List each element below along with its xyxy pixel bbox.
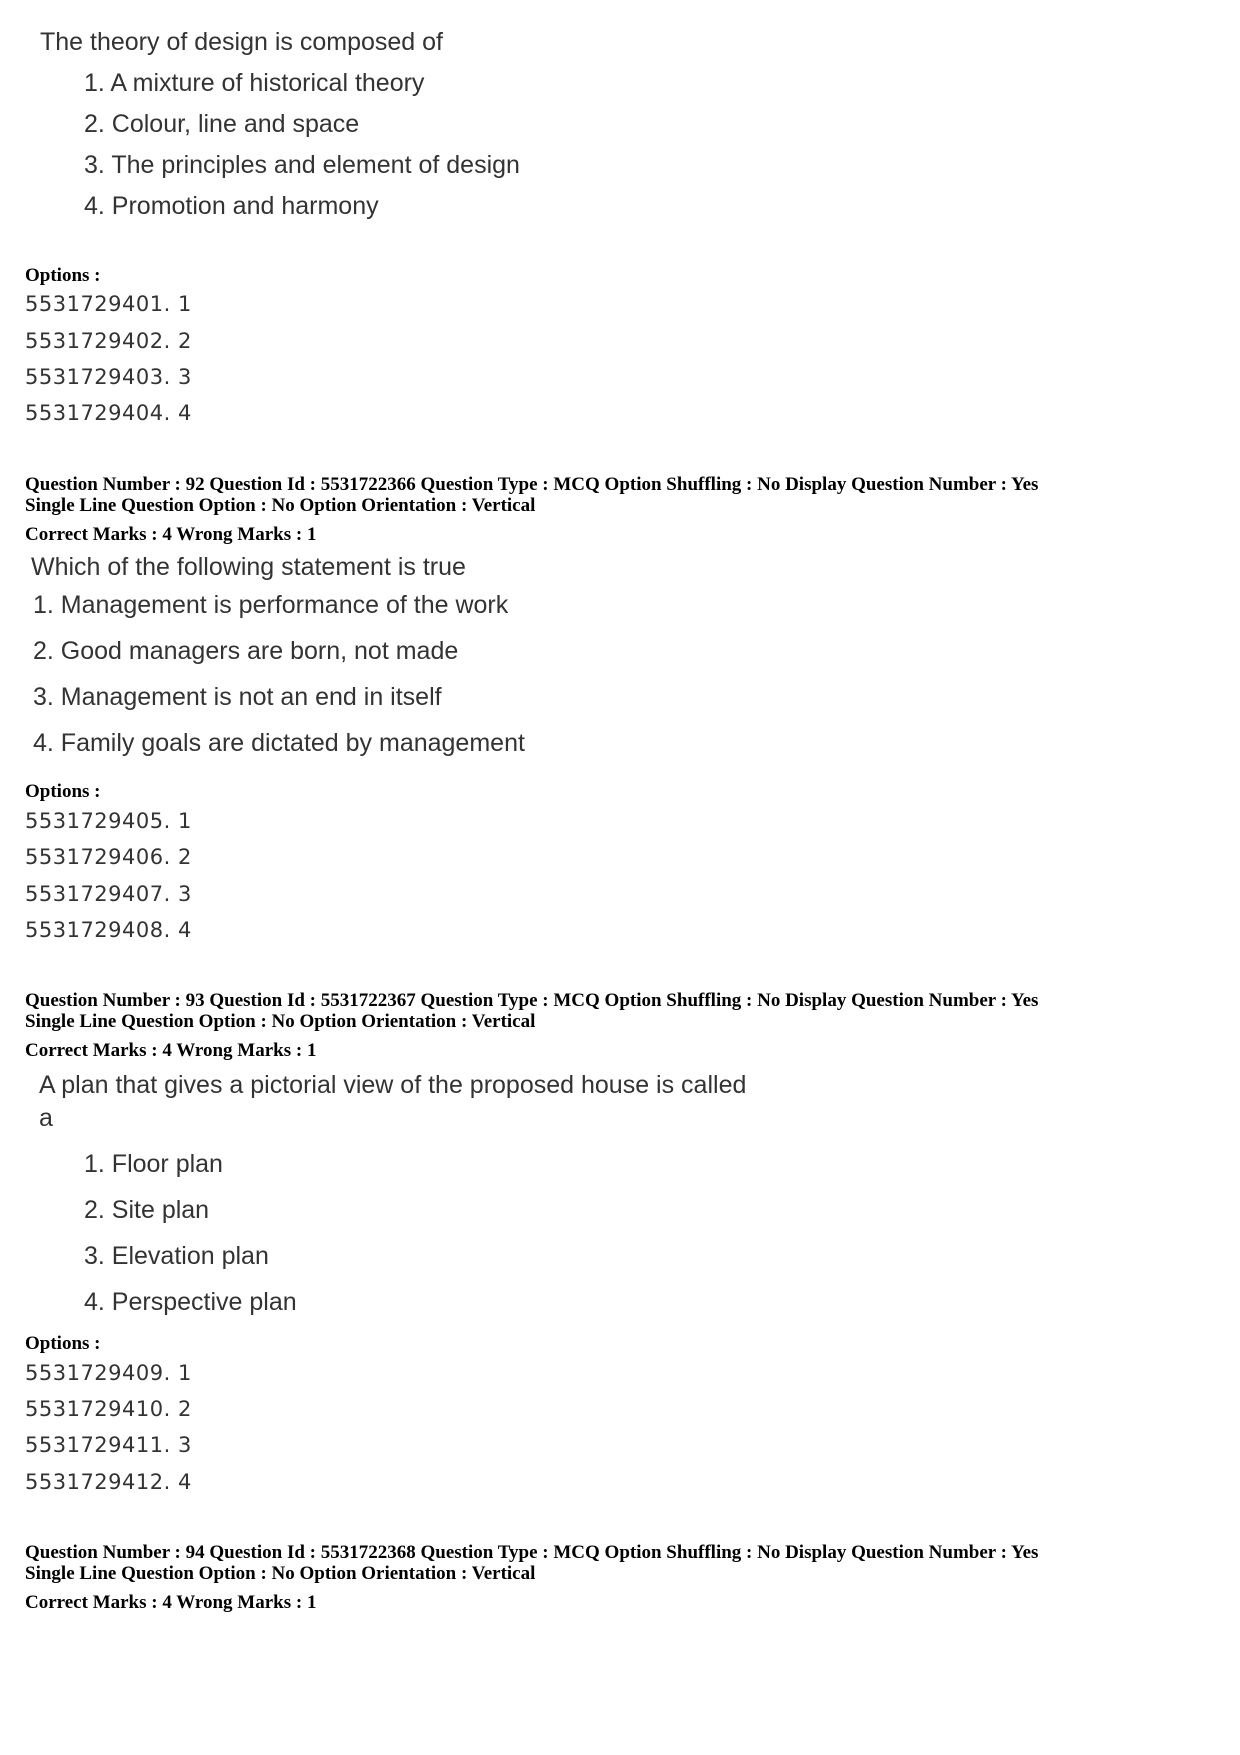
option-id: 5531729412. 4 [25, 1470, 192, 1494]
choice-4: 4. Perspective plan [84, 1288, 297, 1316]
choice-3: 3. Elevation plan [84, 1242, 269, 1270]
question-meta-line: Single Line Question Option : No Option Orientation : Vertical [25, 1563, 536, 1584]
question-meta-line: Single Line Question Option : No Option Orientation : Vertical [25, 495, 536, 516]
question-text: Which of the following statement is true [31, 553, 466, 581]
choice-1: 1. Floor plan [84, 1150, 223, 1178]
choice-4: 4. Promotion and harmony [84, 192, 379, 220]
option-id: 5531729407. 3 [25, 882, 192, 906]
option-id: 5531729401. 1 [25, 292, 192, 316]
choice-1: 1. A mixture of historical theory [84, 69, 425, 97]
option-id: 5531729409. 1 [25, 1361, 192, 1385]
option-id: 5531729403. 3 [25, 365, 192, 389]
choice-2: 2. Colour, line and space [84, 110, 360, 138]
question-text-continued: a [39, 1104, 53, 1132]
options-label: Options : [25, 1333, 101, 1354]
choice-1: 1. Management is performance of the work [33, 591, 509, 619]
option-id: 5531729411. 3 [25, 1433, 192, 1457]
marks-line: Correct Marks : 4 Wrong Marks : 1 [25, 524, 317, 545]
options-label: Options : [25, 265, 101, 286]
option-id: 5531729408. 4 [25, 918, 192, 942]
choice-3: 3. Management is not an end in itself [33, 683, 442, 711]
choice-2: 2. Site plan [84, 1196, 210, 1224]
choice-2: 2. Good managers are born, not made [33, 637, 459, 665]
question-meta-line: Question Number : 94 Question Id : 5531722368 Question Type : MCQ Option Shuffling : No Display Question Number : Yes [25, 1542, 1039, 1563]
option-id: 5531729406. 2 [25, 845, 192, 869]
option-id: 5531729402. 2 [25, 329, 192, 353]
marks-line: Correct Marks : 4 Wrong Marks : 1 [25, 1040, 317, 1061]
option-id: 5531729410. 2 [25, 1397, 192, 1421]
options-label: Options : [25, 781, 101, 802]
question-text: A plan that gives a pictorial view of the proposed house is called [39, 1071, 747, 1099]
question-meta-line: Single Line Question Option : No Option Orientation : Vertical [25, 1011, 536, 1032]
question-text: The theory of design is composed of [40, 28, 444, 56]
choice-3: 3. The principles and element of design [84, 151, 520, 179]
marks-line: Correct Marks : 4 Wrong Marks : 1 [25, 1592, 317, 1613]
option-id: 5531729404. 4 [25, 401, 192, 425]
question-meta-line: Question Number : 93 Question Id : 5531722367 Question Type : MCQ Option Shuffling : No Display Question Number : Yes [25, 990, 1039, 1011]
option-id: 5531729405. 1 [25, 809, 192, 833]
question-meta-line: Question Number : 92 Question Id : 5531722366 Question Type : MCQ Option Shuffling : No Display Question Number : Yes [25, 474, 1039, 495]
choice-4: 4. Family goals are dictated by management [33, 729, 525, 757]
